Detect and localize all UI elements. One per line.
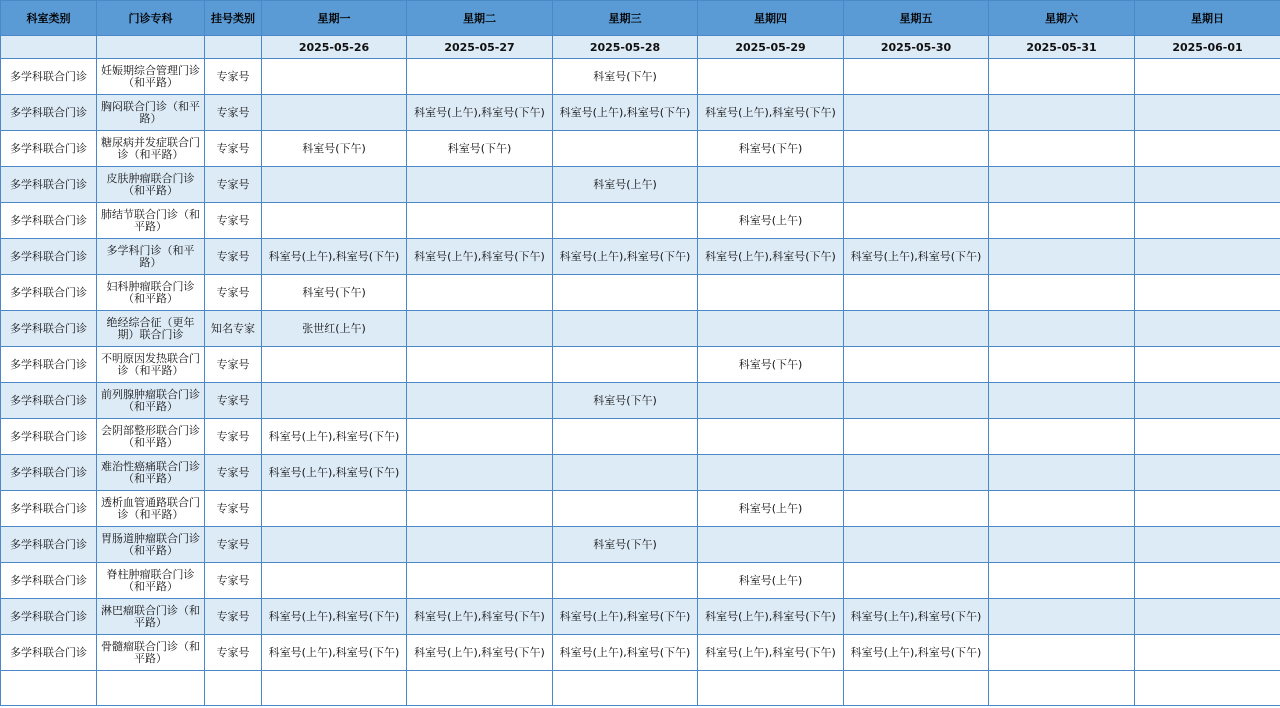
slot-monday <box>262 491 407 527</box>
department-category-cell: 多学科联合门诊 <box>1 239 97 275</box>
department-category-cell: 多学科联合门诊 <box>1 95 97 131</box>
slot-friday <box>844 383 989 419</box>
empty-cell <box>844 671 989 706</box>
slot-thursday <box>698 167 844 203</box>
slot-thursday <box>698 275 844 311</box>
slot-saturday <box>989 563 1135 599</box>
table-row <box>1 383 1280 419</box>
slot-tuesday <box>407 383 553 419</box>
registration-type-cell: 专家号 <box>205 455 262 491</box>
date-monday: 2025-05-26 <box>262 36 407 59</box>
slot-saturday <box>989 635 1135 671</box>
slot-friday <box>844 203 989 239</box>
slot-sunday <box>1135 239 1280 275</box>
schedule-body <box>1 59 1280 706</box>
specialty-cell: 淋巴瘤联合门诊（和平路） <box>97 599 205 635</box>
slot-monday[interactable]: 科室号(上午),科室号(下午) <box>262 635 407 671</box>
registration-type-cell: 专家号 <box>205 167 262 203</box>
slot-wednesday[interactable]: 科室号(上午) <box>553 167 698 203</box>
slot-saturday <box>989 455 1135 491</box>
slot-monday <box>262 383 407 419</box>
department-category-cell: 多学科联合门诊 <box>1 347 97 383</box>
empty-cell <box>262 671 407 706</box>
table-row <box>1 239 1280 275</box>
slot-friday <box>844 275 989 311</box>
department-category-cell: 多学科联合门诊 <box>1 383 97 419</box>
slot-sunday <box>1135 131 1280 167</box>
slot-thursday <box>698 527 844 563</box>
table-row <box>1 419 1280 455</box>
date-cell <box>1 36 97 59</box>
slot-tuesday[interactable]: 科室号(上午),科室号(下午) <box>407 95 553 131</box>
department-category-cell: 多学科联合门诊 <box>1 599 97 635</box>
department-category-cell: 多学科联合门诊 <box>1 527 97 563</box>
empty-cell <box>1135 671 1280 706</box>
slot-tuesday <box>407 167 553 203</box>
date-saturday: 2025-05-31 <box>989 36 1135 59</box>
header-department-category: 科室类别 <box>1 1 97 36</box>
registration-type-cell: 专家号 <box>205 131 262 167</box>
registration-type-cell: 专家号 <box>205 599 262 635</box>
slot-monday[interactable]: 科室号(上午),科室号(下午) <box>262 419 407 455</box>
slot-wednesday <box>553 563 698 599</box>
table-row <box>1 599 1280 635</box>
specialty-cell: 骨髓瘤联合门诊（和平路） <box>97 635 205 671</box>
slot-wednesday <box>553 131 698 167</box>
slot-saturday <box>989 131 1135 167</box>
table-row <box>1 203 1280 239</box>
slot-saturday <box>989 167 1135 203</box>
slot-thursday[interactable]: 科室号(下午) <box>698 347 844 383</box>
slot-monday[interactable]: 科室号(上午),科室号(下午) <box>262 239 407 275</box>
department-category-cell: 多学科联合门诊 <box>1 635 97 671</box>
registration-type-cell: 专家号 <box>205 59 262 95</box>
slot-tuesday <box>407 59 553 95</box>
slot-saturday <box>989 383 1135 419</box>
registration-type-cell: 专家号 <box>205 383 262 419</box>
specialty-cell: 脊柱肿瘤联合门诊（和平路） <box>97 563 205 599</box>
slot-friday <box>844 131 989 167</box>
slot-friday[interactable]: 科室号(上午),科室号(下午) <box>844 635 989 671</box>
slot-tuesday <box>407 311 553 347</box>
registration-type-cell: 专家号 <box>205 491 262 527</box>
empty-cell <box>989 671 1135 706</box>
slot-saturday <box>989 239 1135 275</box>
slot-tuesday[interactable]: 科室号(上午),科室号(下午) <box>407 599 553 635</box>
slot-monday[interactable]: 张世红(上午) <box>262 311 407 347</box>
slot-thursday[interactable]: 科室号(上午) <box>698 563 844 599</box>
table-row <box>1 275 1280 311</box>
department-category-cell: 多学科联合门诊 <box>1 563 97 599</box>
slot-monday <box>262 347 407 383</box>
date-thursday: 2025-05-29 <box>698 36 844 59</box>
slot-wednesday[interactable]: 科室号(上午),科室号(下午) <box>553 95 698 131</box>
department-category-cell: 多学科联合门诊 <box>1 419 97 455</box>
slot-saturday <box>989 203 1135 239</box>
slot-thursday <box>698 383 844 419</box>
empty-cell <box>698 671 844 706</box>
specialty-cell: 肺结节联合门诊（和平路） <box>97 203 205 239</box>
slot-thursday <box>698 311 844 347</box>
registration-type-cell: 专家号 <box>205 527 262 563</box>
slot-friday <box>844 455 989 491</box>
slot-monday <box>262 167 407 203</box>
empty-cell <box>205 671 262 706</box>
slot-sunday <box>1135 347 1280 383</box>
slot-sunday <box>1135 275 1280 311</box>
table-row <box>1 491 1280 527</box>
slot-tuesday <box>407 203 553 239</box>
slot-wednesday[interactable]: 科室号(上午),科室号(下午) <box>553 635 698 671</box>
department-category-cell: 多学科联合门诊 <box>1 167 97 203</box>
specialty-cell: 前列腺肿瘤联合门诊（和平路） <box>97 383 205 419</box>
header-tuesday: 星期二 <box>407 1 553 36</box>
slot-wednesday <box>553 203 698 239</box>
slot-tuesday[interactable]: 科室号(下午) <box>407 131 553 167</box>
specialty-cell: 难治性癌痛联合门诊（和平路） <box>97 455 205 491</box>
slot-monday <box>262 95 407 131</box>
slot-monday[interactable]: 科室号(下午) <box>262 131 407 167</box>
department-category-cell: 多学科联合门诊 <box>1 275 97 311</box>
slot-tuesday <box>407 527 553 563</box>
table-row <box>1 59 1280 95</box>
slot-sunday <box>1135 167 1280 203</box>
registration-type-cell: 专家号 <box>205 95 262 131</box>
slot-wednesday[interactable]: 科室号(下午) <box>553 527 698 563</box>
slot-wednesday <box>553 455 698 491</box>
table-row <box>1 131 1280 167</box>
slot-friday <box>844 95 989 131</box>
table-row <box>1 527 1280 563</box>
date-wednesday: 2025-05-28 <box>553 36 698 59</box>
department-category-cell: 多学科联合门诊 <box>1 491 97 527</box>
slot-sunday <box>1135 95 1280 131</box>
specialty-cell: 不明原因发热联合门诊（和平路） <box>97 347 205 383</box>
slot-thursday <box>698 419 844 455</box>
slot-sunday <box>1135 383 1280 419</box>
header-saturday: 星期六 <box>989 1 1135 36</box>
specialty-cell: 胃肠道肿瘤联合门诊（和平路） <box>97 527 205 563</box>
slot-tuesday[interactable]: 科室号(上午),科室号(下午) <box>407 635 553 671</box>
slot-wednesday <box>553 347 698 383</box>
slot-wednesday[interactable]: 科室号(下午) <box>553 59 698 95</box>
slot-wednesday <box>553 275 698 311</box>
header-wednesday: 星期三 <box>553 1 698 36</box>
slot-wednesday[interactable]: 科室号(上午),科室号(下午) <box>553 599 698 635</box>
slot-saturday <box>989 275 1135 311</box>
department-category-cell: 多学科联合门诊 <box>1 455 97 491</box>
slot-monday <box>262 527 407 563</box>
slot-monday <box>262 59 407 95</box>
empty-cell <box>97 671 205 706</box>
date-cell <box>97 36 205 59</box>
slot-sunday <box>1135 455 1280 491</box>
slot-sunday <box>1135 311 1280 347</box>
slot-sunday <box>1135 491 1280 527</box>
slot-thursday[interactable]: 科室号(上午) <box>698 491 844 527</box>
slot-tuesday <box>407 563 553 599</box>
slot-thursday <box>698 59 844 95</box>
slot-tuesday <box>407 419 553 455</box>
registration-type-cell: 专家号 <box>205 635 262 671</box>
slot-thursday[interactable]: 科室号(上午),科室号(下午) <box>698 635 844 671</box>
registration-type-cell: 专家号 <box>205 203 262 239</box>
slot-friday[interactable]: 科室号(上午),科室号(下午) <box>844 599 989 635</box>
slot-sunday <box>1135 419 1280 455</box>
table-row <box>1 311 1280 347</box>
slot-monday[interactable]: 科室号(上午),科室号(下午) <box>262 599 407 635</box>
slot-sunday <box>1135 599 1280 635</box>
slot-wednesday <box>553 491 698 527</box>
slot-wednesday[interactable]: 科室号(上午),科室号(下午) <box>553 239 698 275</box>
slot-sunday <box>1135 635 1280 671</box>
specialty-cell: 会阴部整形联合门诊（和平路） <box>97 419 205 455</box>
header-row <box>1 1 1280 36</box>
slot-friday[interactable]: 科室号(上午),科室号(下午) <box>844 239 989 275</box>
empty-cell <box>553 671 698 706</box>
header-registration-type: 挂号类别 <box>205 1 262 36</box>
slot-monday[interactable]: 科室号(下午) <box>262 275 407 311</box>
specialty-cell: 妊娠期综合管理门诊（和平路） <box>97 59 205 95</box>
slot-thursday[interactable]: 科室号(上午),科室号(下午) <box>698 95 844 131</box>
department-category-cell: 多学科联合门诊 <box>1 311 97 347</box>
slot-monday <box>262 563 407 599</box>
slot-saturday <box>989 527 1135 563</box>
header-monday: 星期一 <box>262 1 407 36</box>
specialty-cell: 多学科门诊（和平路） <box>97 239 205 275</box>
slot-friday <box>844 311 989 347</box>
empty-cell <box>1 671 97 706</box>
registration-type-cell: 专家号 <box>205 275 262 311</box>
slot-saturday <box>989 599 1135 635</box>
slot-tuesday <box>407 275 553 311</box>
slot-tuesday <box>407 455 553 491</box>
slot-tuesday <box>407 491 553 527</box>
date-friday: 2025-05-30 <box>844 36 989 59</box>
slot-sunday <box>1135 203 1280 239</box>
slot-thursday[interactable]: 科室号(上午),科室号(下午) <box>698 599 844 635</box>
department-category-cell: 多学科联合门诊 <box>1 59 97 95</box>
specialty-cell: 胸闷联合门诊（和平路） <box>97 95 205 131</box>
registration-type-cell: 专家号 <box>205 239 262 275</box>
slot-sunday <box>1135 59 1280 95</box>
specialty-cell: 妇科肿瘤联合门诊（和平路） <box>97 275 205 311</box>
header-sunday: 星期日 <box>1135 1 1280 36</box>
slot-thursday[interactable]: 科室号(上午),科室号(下午) <box>698 239 844 275</box>
slot-monday[interactable]: 科室号(上午),科室号(下午) <box>262 455 407 491</box>
date-tuesday: 2025-05-27 <box>407 36 553 59</box>
table-row <box>1 563 1280 599</box>
slot-saturday <box>989 59 1135 95</box>
table-row <box>1 167 1280 203</box>
slot-friday <box>844 59 989 95</box>
slot-friday <box>844 563 989 599</box>
slot-monday <box>262 203 407 239</box>
slot-friday <box>844 167 989 203</box>
department-category-cell: 多学科联合门诊 <box>1 131 97 167</box>
table-row <box>1 455 1280 491</box>
slot-friday <box>844 419 989 455</box>
registration-type-cell: 专家号 <box>205 347 262 383</box>
slot-thursday[interactable]: 科室号(下午) <box>698 131 844 167</box>
slot-friday <box>844 491 989 527</box>
slot-wednesday <box>553 311 698 347</box>
slot-wednesday <box>553 419 698 455</box>
specialty-cell: 绝经综合征（更年期）联合门诊 <box>97 311 205 347</box>
empty-row <box>1 671 1280 706</box>
slot-thursday <box>698 455 844 491</box>
slot-saturday <box>989 95 1135 131</box>
slot-friday <box>844 347 989 383</box>
slot-saturday <box>989 419 1135 455</box>
specialty-cell: 皮肤肿瘤联合门诊（和平路） <box>97 167 205 203</box>
slot-sunday <box>1135 527 1280 563</box>
header-specialty: 门诊专科 <box>97 1 205 36</box>
header-friday: 星期五 <box>844 1 989 36</box>
registration-type-cell: 专家号 <box>205 419 262 455</box>
slot-saturday <box>989 347 1135 383</box>
table-row <box>1 635 1280 671</box>
date-row <box>1 36 1280 59</box>
slot-friday <box>844 527 989 563</box>
registration-type-cell: 知名专家 <box>205 311 262 347</box>
table-row <box>1 95 1280 131</box>
slot-wednesday[interactable]: 科室号(下午) <box>553 383 698 419</box>
slot-saturday <box>989 491 1135 527</box>
slot-sunday <box>1135 563 1280 599</box>
registration-type-cell: 专家号 <box>205 563 262 599</box>
slot-tuesday <box>407 347 553 383</box>
date-sunday: 2025-06-01 <box>1135 36 1280 59</box>
table-row <box>1 347 1280 383</box>
specialty-cell: 糖尿病并发症联合门诊（和平路） <box>97 131 205 167</box>
slot-thursday[interactable]: 科室号(上午) <box>698 203 844 239</box>
slot-tuesday[interactable]: 科室号(上午),科室号(下午) <box>407 239 553 275</box>
empty-cell <box>407 671 553 706</box>
specialty-cell: 透析血管通路联合门诊（和平路） <box>97 491 205 527</box>
department-category-cell: 多学科联合门诊 <box>1 203 97 239</box>
slot-saturday <box>989 311 1135 347</box>
date-cell <box>205 36 262 59</box>
header-thursday: 星期四 <box>698 1 844 36</box>
